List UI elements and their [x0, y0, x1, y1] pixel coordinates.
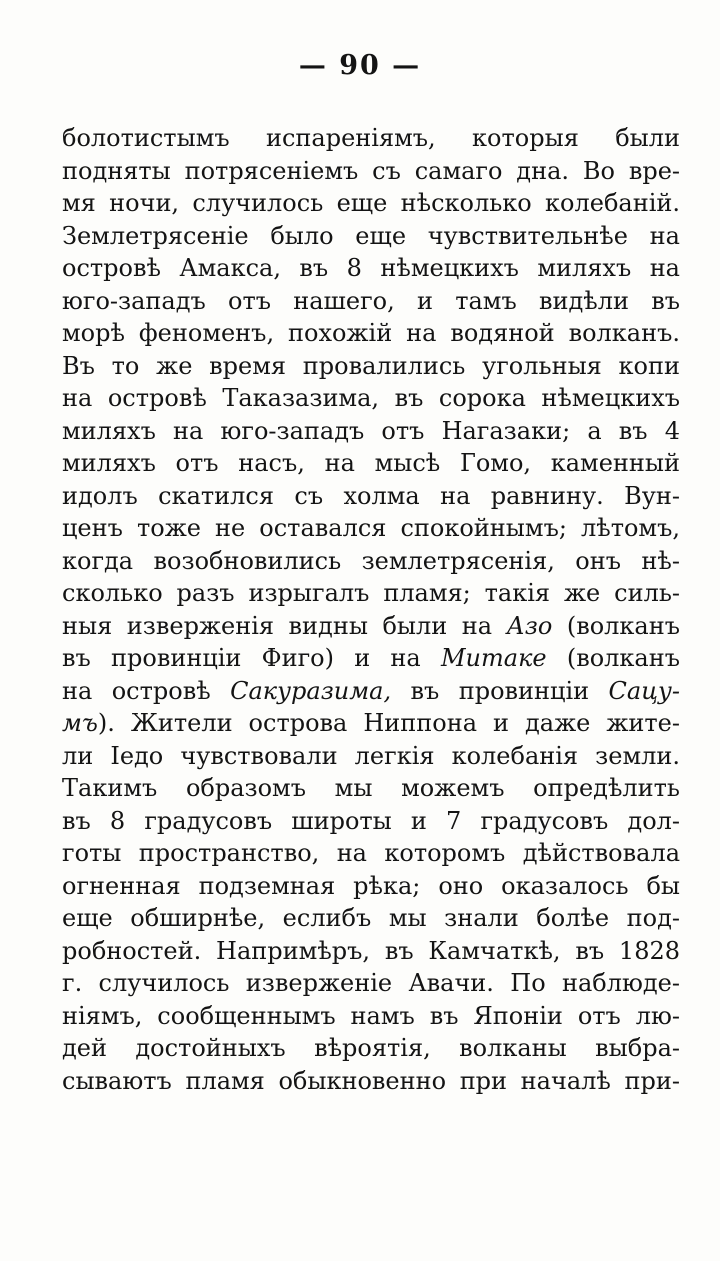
text-run: идолъ скатился съ холма на равнину. Вун- [62, 481, 680, 510]
text-run: болотистымъ испареніямъ, которыя были [62, 124, 680, 152]
text-line [62, 512, 680, 545]
text-run: сываютъ пламя обыкновенно при началѣ при- [62, 1066, 680, 1095]
text-line [62, 1065, 680, 1098]
text-run: мя ночи, случилось еще нѣсколько колебаній. [62, 189, 680, 217]
text-line [62, 220, 680, 253]
text-line [62, 837, 680, 870]
text-run: когда возобновились землетрясенія, онъ нѣ- [62, 546, 680, 575]
text-run: на островѣ Таказазима, въ сорока нѣмецкихъ [62, 384, 680, 412]
text-line [62, 122, 680, 155]
text-run: (волканъ [546, 644, 680, 672]
text-run: г. случилось изверженіе Авачи. По наблюде- [62, 969, 680, 997]
text-run: сколько разъ изрыгалъ пламя; такія же силь- [62, 579, 680, 607]
text-line [62, 805, 680, 838]
text-run: ніямъ, сообщеннымъ намъ въ Японіи отъ лю- [62, 1001, 680, 1030]
text-line [62, 772, 680, 805]
text-run: подняты потрясеніемъ съ самаго дна. Во вре- [62, 156, 680, 185]
text-run: огненная подземная рѣка; оно оказалось бы [62, 871, 680, 900]
text-line [62, 740, 680, 773]
text-line [62, 707, 680, 740]
text-line [62, 252, 680, 285]
text-run: въ 8 градусовъ широты и 7 градусовъ дол- [62, 806, 680, 835]
text-line [62, 382, 680, 415]
text-run: на островѣ [62, 676, 231, 705]
body-text [62, 122, 680, 1097]
text-line [62, 610, 680, 643]
text-line [62, 577, 680, 610]
text-run: миляхъ отъ насъ, на мысѣ Гомо, каменный [62, 449, 680, 477]
text-line [62, 415, 680, 448]
text-run: миляхъ на юго-западъ отъ Нагазаки; а въ 4 [62, 416, 680, 445]
text-line [62, 870, 680, 903]
text-run: морѣ феноменъ, похожій на водяной волканъ. [62, 319, 680, 347]
page-number: — 90 — [298, 50, 422, 81]
text-run: ценъ тоже не оставался спокойнымъ; лѣтомъ, [62, 514, 680, 542]
text-run: Въ то же время провалились угольныя копи [62, 351, 680, 380]
text-run: (волканъ [552, 611, 680, 640]
text-run: робностей. Напримѣръ, въ Камчаткѣ, въ 1828 [62, 936, 680, 965]
text-run: Землетрясеніе было еще чувствительнѣе на [62, 221, 680, 250]
text-run: еще обширнѣе, еслибъ мы знали болѣе под- [62, 904, 680, 932]
text-line [62, 642, 680, 675]
text-line [62, 480, 680, 513]
text-run: островѣ Амакса, въ 8 нѣмецкихъ миляхъ на [62, 254, 680, 282]
text-run: юго-западъ отъ нашего, и тамъ видѣли въ [62, 286, 680, 315]
text-line [62, 317, 680, 350]
text-line [62, 545, 680, 578]
italic-text: Сацу- [608, 676, 680, 705]
italic-text: Сакуразима, [230, 676, 392, 705]
text-run: ли Іедо чувствовали легкія колебанія земли. [62, 741, 680, 770]
text-line [62, 675, 680, 708]
text-line [62, 1032, 680, 1065]
text-line [62, 447, 680, 480]
italic-text: мъ [62, 709, 98, 737]
text-line [62, 935, 680, 968]
text-run: въ провинціи Фиго) и на [62, 644, 441, 672]
text-line [62, 285, 680, 318]
text-run: готы пространство, на которомъ дѣйствовала [62, 839, 680, 867]
text-line [62, 187, 680, 220]
text-run: Такимъ образомъ мы можемъ опредѣлить [62, 774, 680, 802]
text-line [62, 902, 680, 935]
text-run: ныя изверженія видны были на [62, 611, 507, 640]
text-line [62, 155, 680, 188]
italic-text: Митаке [440, 644, 547, 672]
text-run: въ провинціи [391, 676, 609, 705]
text-line [62, 1000, 680, 1033]
text-run: ). Жители острова Ниппона и даже жите- [97, 709, 680, 737]
text-line [62, 967, 680, 1000]
text-line [62, 350, 680, 383]
text-run: дей достойныхъ вѣроятія, волканы выбра- [62, 1034, 680, 1062]
italic-text: Азо [506, 611, 553, 640]
